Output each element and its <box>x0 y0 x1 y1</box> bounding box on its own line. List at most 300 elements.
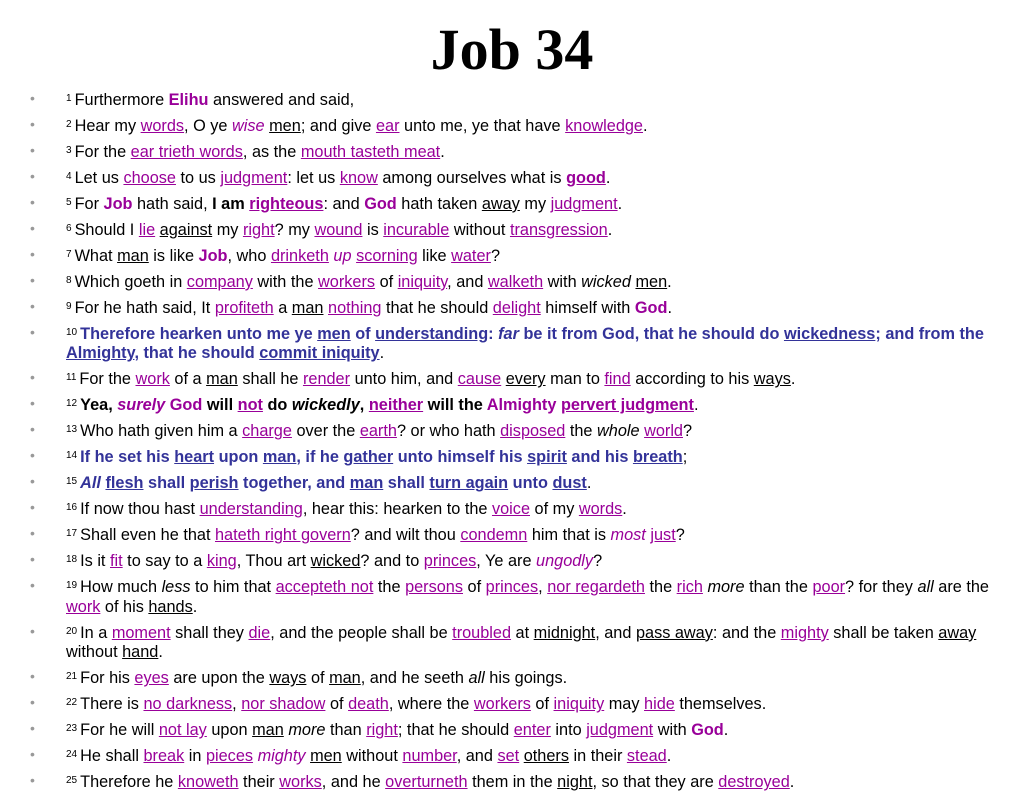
verse-text: Who hath given him a <box>80 422 243 441</box>
verse-text: may <box>604 695 645 714</box>
bullet-icon: • <box>30 772 35 789</box>
verse-word-link[interactable]: scorning <box>356 247 418 265</box>
verse-word-link[interactable]: incurable <box>383 221 450 239</box>
verse-text: Almighty <box>486 396 557 415</box>
verse-text: of my <box>530 500 579 519</box>
bullet-icon: • <box>30 116 35 132</box>
verse-text: ? or who hath <box>396 422 501 441</box>
verse-text: all <box>468 669 485 688</box>
verse-text: . <box>693 396 699 415</box>
verse-word-link[interactable]: men <box>269 117 301 135</box>
verse-word-link[interactable]: not lay <box>158 721 207 740</box>
verse-word-link[interactable]: iniquity <box>397 273 448 291</box>
verse-item <box>30 622 990 663</box>
verse-text: : and <box>323 195 365 213</box>
verse-number: 24 <box>66 749 78 761</box>
verse-text: the <box>373 578 406 597</box>
verse-item <box>30 550 990 571</box>
verse-word-link[interactable]: judgment <box>220 169 288 187</box>
verse-text: him that is <box>527 526 611 545</box>
verse-word-link[interactable]: wicked <box>310 552 361 571</box>
verse-word-link[interactable]: princes <box>423 552 477 571</box>
verse-text: the <box>565 422 597 441</box>
verse-text: ; and from the <box>875 325 984 343</box>
verse-text: the <box>644 578 677 597</box>
verse-word-link[interactable]: pervert judgment <box>560 396 694 415</box>
verse-word-link[interactable]: die <box>248 623 271 642</box>
slide-title: Job 34 <box>430 17 594 82</box>
verse-item <box>30 667 990 688</box>
verse-text: . <box>605 169 611 187</box>
verse-text: , if he <box>296 448 344 467</box>
verse-word-link[interactable]: delight <box>492 299 541 317</box>
verse-text: For the <box>74 143 131 161</box>
verse-number: 18 <box>66 554 78 566</box>
verse-item <box>30 524 990 545</box>
verse-word-link[interactable]: not <box>237 396 263 415</box>
verse-text: with <box>543 273 582 291</box>
verse-text: of a <box>169 370 207 389</box>
verse-text: , and he <box>321 773 386 792</box>
verse-number: 5 <box>66 197 72 208</box>
verse-text: unto him, and <box>350 370 458 389</box>
verse-word-link[interactable]: drinketh <box>270 247 329 265</box>
verse-text: shall they <box>170 623 249 642</box>
bullet-icon: • <box>30 499 35 516</box>
verse-text: Shall even he that <box>80 526 215 545</box>
verse-word-link[interactable]: destroyed <box>718 773 790 792</box>
verse-text: In a <box>80 623 112 642</box>
verse-text: of <box>350 325 376 343</box>
verse-text: do <box>262 396 292 415</box>
verse-text: ; <box>682 448 688 467</box>
verse-number: 13 <box>66 424 78 436</box>
verse-word-link[interactable]: away <box>481 195 520 213</box>
verse-text: Is it <box>80 552 110 571</box>
bullet-icon: • <box>30 421 35 438</box>
verse-text: to him that <box>190 578 276 597</box>
verse-text: . <box>440 143 445 161</box>
verse-item <box>30 745 990 766</box>
verse-text: will the <box>423 396 487 415</box>
verse-text: . <box>643 117 648 135</box>
verse-word-link[interactable]: princes <box>485 578 539 597</box>
verse-text: into <box>550 721 587 740</box>
verse-number: 16 <box>66 502 78 514</box>
verse-word-link[interactable]: pass away <box>635 623 713 642</box>
verse-word-link[interactable]: ear <box>375 117 400 135</box>
verse-item <box>30 245 990 266</box>
verse-text: ? and wilt thou <box>350 526 461 545</box>
verse-word-link[interactable]: night <box>557 773 593 792</box>
verse-word-link[interactable]: overturneth <box>385 773 468 792</box>
verse-word-link[interactable]: just <box>650 526 676 545</box>
verse-text: wickedly <box>291 396 360 415</box>
verse-text: Therefore hearken unto me ye <box>80 325 318 343</box>
verse-text: without <box>66 643 123 662</box>
verse-word-link[interactable]: knowledge <box>565 117 643 135</box>
verse-word-link[interactable]: nor regardeth <box>547 578 645 597</box>
verse-text: that he should <box>381 299 493 317</box>
verse-word-link[interactable]: charge <box>242 422 292 441</box>
verse-word-link[interactable]: right <box>242 221 275 239</box>
verse-text: Hear my <box>74 117 141 135</box>
verse-text: his goings. <box>484 669 568 688</box>
verse-text: Should I <box>74 221 139 239</box>
bullet-icon: • <box>30 369 35 386</box>
verse-text: , who <box>227 247 271 265</box>
verse-text: : and the <box>712 623 781 642</box>
verse-word-link[interactable]: neither <box>368 396 424 415</box>
verse-item <box>30 323 990 364</box>
bullet-icon: • <box>30 272 35 288</box>
verse-word-link[interactable]: gather <box>343 448 394 467</box>
verse-text: like <box>417 247 452 265</box>
verse-word-link[interactable]: heart <box>174 448 215 467</box>
verse-number: 19 <box>66 580 78 592</box>
verse-word-link[interactable]: ways <box>269 669 307 688</box>
verse-word-link[interactable]: every <box>505 370 546 389</box>
verse-text: Elihu <box>168 91 209 109</box>
bullet-icon: • <box>30 746 35 763</box>
verse-word-link[interactable]: works <box>279 773 322 792</box>
verse-word-link[interactable]: condemn <box>460 526 528 545</box>
verse-text: without <box>449 221 510 239</box>
verse-word-link[interactable]: fit <box>109 552 123 571</box>
verse-word-link[interactable]: words <box>140 117 185 135</box>
bullet-icon: • <box>30 473 35 490</box>
verse-word-link[interactable]: mighty <box>780 623 829 642</box>
verse-text: , hear this: hearken to the <box>302 500 492 519</box>
verse-text: Let us <box>74 169 124 187</box>
verse-text: How much <box>80 578 162 597</box>
verse-number: 8 <box>66 275 72 286</box>
verse-item <box>30 193 990 214</box>
verse-word-link[interactable]: man <box>117 247 149 265</box>
verse-text: them in the <box>467 773 558 792</box>
verse-word-link[interactable]: hand <box>122 643 159 662</box>
verse-text: in <box>184 747 206 766</box>
verse-number: 21 <box>66 671 78 683</box>
verse-text: . <box>789 773 795 792</box>
verse-word-link[interactable]: stead <box>626 747 667 766</box>
verse-word-link[interactable]: ways <box>753 370 791 389</box>
verse-text: unto me, ye that have <box>399 117 566 135</box>
verse-word-link[interactable]: understanding <box>375 325 489 343</box>
verse-word-link[interactable]: judgment <box>550 195 618 213</box>
verse-word-link[interactable]: pieces <box>205 747 254 766</box>
verse-text: . <box>158 643 163 662</box>
verse-word-link[interactable]: understanding <box>199 500 303 519</box>
verse-item <box>30 472 990 493</box>
bullet-icon: • <box>30 220 35 236</box>
verse-text: Job <box>198 247 228 265</box>
verse-item <box>30 446 990 467</box>
verse-text: , <box>538 578 548 597</box>
verse-number: 10 <box>66 327 78 338</box>
verse-number: 3 <box>66 145 72 156</box>
verse-text: together, and <box>238 474 350 493</box>
verse-text: answered and said, <box>208 91 355 109</box>
verse-number: 17 <box>66 528 78 540</box>
verse-item <box>30 394 990 415</box>
verse-word-link[interactable]: work <box>135 370 170 389</box>
verse-word-link[interactable]: judgment <box>586 721 654 740</box>
verse-word-link[interactable]: men <box>317 325 351 343</box>
verse-number: 23 <box>66 723 78 735</box>
verse-text: will <box>202 396 238 415</box>
verse-item <box>30 368 990 389</box>
verse-word-link[interactable]: breath <box>632 448 683 467</box>
verse-text: . <box>790 370 796 389</box>
verse-text: at <box>511 623 534 642</box>
verse-word-link[interactable]: walketh <box>487 273 544 291</box>
verse-word-link[interactable]: rich <box>676 578 703 597</box>
verse-text: shall be taken <box>828 623 939 642</box>
verse-text: upon <box>214 448 263 467</box>
verse-text: ? <box>593 552 603 571</box>
verse-word-link[interactable]: king <box>206 552 237 571</box>
verse-text: , that he should <box>134 344 260 363</box>
verse-word-link[interactable]: midnight <box>533 623 596 642</box>
verse-word-link[interactable]: men <box>310 747 342 766</box>
verse-word-link[interactable]: mouth tasteth meat <box>300 143 441 161</box>
verse-word-link[interactable]: choose <box>123 169 176 187</box>
verse-text: himself with <box>540 299 635 317</box>
verse-text: God <box>634 299 668 317</box>
verse-item <box>30 89 990 110</box>
bullet-icon: • <box>30 168 35 184</box>
verse-item <box>30 719 990 740</box>
verse-word-link[interactable]: man <box>262 448 297 467</box>
verse-word-link[interactable]: enter <box>513 721 551 740</box>
verse-word-link[interactable]: break <box>143 747 185 766</box>
bullet-icon: • <box>30 395 35 412</box>
verse-text: more <box>707 578 745 597</box>
verse-text: of <box>463 578 486 597</box>
verse-text: upon <box>206 721 253 740</box>
verse-text: shall <box>143 474 190 493</box>
verse-word-link[interactable]: perish <box>189 474 239 493</box>
verse-text: , Thou art <box>236 552 311 571</box>
verse-text: of <box>530 695 554 714</box>
verse-item <box>30 271 990 292</box>
verse-word-link[interactable]: voice <box>491 500 530 519</box>
verse-text: and his <box>566 448 633 467</box>
verse-word-link[interactable]: nothing <box>328 299 382 317</box>
verse-text: If he set his <box>80 448 175 467</box>
verse-text: , and <box>595 623 636 642</box>
verse-text: of <box>325 695 349 714</box>
verse-number: 14 <box>66 450 78 462</box>
verse-number: 4 <box>66 171 72 182</box>
verse-number: 1 <box>66 93 72 104</box>
verse-word-link[interactable]: death <box>348 695 389 714</box>
verse-word-link[interactable]: man <box>291 299 324 317</box>
verse-word-link[interactable]: man <box>349 474 384 493</box>
verse-text: wise <box>232 117 265 135</box>
verse-word-link[interactable]: hide <box>644 695 675 714</box>
verse-text: , O ye <box>184 117 233 135</box>
verse-word-link[interactable]: spirit <box>527 448 567 467</box>
verse-word-link[interactable]: workers <box>318 273 376 291</box>
verse-text: , where the <box>388 695 474 714</box>
verse-text: , <box>232 695 242 714</box>
verse-text: of his <box>100 597 149 616</box>
verse-word-link[interactable]: poor <box>812 578 846 597</box>
bullet-icon: • <box>30 551 35 568</box>
verse-text: shall <box>383 474 430 493</box>
bullet-icon: • <box>30 694 35 711</box>
verse-word-link[interactable]: earth <box>359 422 397 441</box>
verse-word-link[interactable]: profiteth <box>214 299 274 317</box>
verse-text: For he hath said, It <box>74 299 215 317</box>
verse-text: most <box>610 526 646 545</box>
verse-item <box>30 141 990 162</box>
verse-text: shall he <box>237 370 303 389</box>
verse-word-link[interactable]: away <box>938 623 977 642</box>
bullet-icon: • <box>30 90 35 106</box>
verse-word-link[interactable]: against <box>159 221 213 239</box>
verse-word-link[interactable]: nor shadow <box>241 695 326 714</box>
verse-word-link[interactable]: know <box>339 169 378 187</box>
verse-word-link[interactable]: render <box>302 370 351 389</box>
verse-text: Furthermore <box>74 91 169 109</box>
verse-word-link[interactable]: transgression <box>509 221 608 239</box>
verse-text: , as the <box>242 143 301 161</box>
verse-word-link[interactable]: workers <box>473 695 531 714</box>
verse-word-link[interactable]: work <box>66 597 101 616</box>
verse-text: their <box>238 773 280 792</box>
verse-text: Which goeth in <box>74 273 187 291</box>
verse-text: my <box>519 195 551 213</box>
verse-number: 15 <box>66 476 78 488</box>
verse-word-link[interactable]: commit iniquity <box>259 344 380 363</box>
verse-word-link[interactable]: world <box>644 422 683 441</box>
verse-word-link[interactable]: others <box>523 747 569 766</box>
verse-word-link[interactable]: no darkness <box>143 695 233 714</box>
verse-word-link[interactable]: words <box>578 500 623 519</box>
verse-word-link[interactable]: number <box>402 747 457 766</box>
verse-word-link[interactable]: lie <box>138 221 156 239</box>
verse-word-link[interactable]: man <box>329 669 361 688</box>
verse-word-link[interactable]: troubled <box>452 623 512 642</box>
verse-text: ? my <box>274 221 315 239</box>
verse-number: 12 <box>66 398 78 410</box>
verse-word-link[interactable]: dust <box>552 474 587 493</box>
verse-word-link[interactable]: hateth right govern <box>215 526 351 545</box>
bullet-icon: • <box>30 525 35 542</box>
verse-word-link[interactable]: water <box>451 247 491 265</box>
verse-word-link[interactable]: accepteth not <box>275 578 374 597</box>
bullet-icon: • <box>30 622 35 639</box>
verse-text: without <box>341 747 403 766</box>
verse-text: If now thou hast <box>80 500 200 519</box>
verse-text: man to <box>545 370 605 389</box>
verse-text: ungodly <box>536 552 594 571</box>
verse-text: are upon the <box>168 669 270 688</box>
verse-text: to say to a <box>122 552 207 571</box>
verse-item <box>30 167 990 188</box>
verse-text: , so that they are <box>592 773 719 792</box>
verse-word-link[interactable]: hands <box>148 597 193 616</box>
bullet-icon: • <box>30 668 35 685</box>
verse-word-link[interactable]: find <box>604 370 631 389</box>
verse-text: among ourselves what is <box>377 169 567 187</box>
verse-text: . <box>379 344 385 363</box>
verse-text: Yea, <box>80 396 118 415</box>
verse-text: ; that he should <box>397 721 514 740</box>
verse-text: God <box>364 195 397 213</box>
verse-word-link[interactable]: moment <box>111 623 171 642</box>
verse-word-link[interactable]: righteous <box>249 195 324 213</box>
verse-text: ? for they <box>845 578 918 597</box>
verse-text: whole <box>597 422 640 441</box>
verse-text: . <box>667 273 672 291</box>
verse-word-link[interactable]: flesh <box>105 474 144 493</box>
verse-word-link[interactable]: disposed <box>500 422 566 441</box>
verse-text: ? <box>675 526 685 545</box>
verse-text: according to his <box>630 370 754 389</box>
verse-text: . <box>586 474 592 493</box>
verse-text: , <box>359 396 369 415</box>
verse-text: than the <box>744 578 813 597</box>
verse-word-link[interactable]: right <box>366 721 398 740</box>
verse-word-link[interactable]: ear trieth words <box>130 143 243 161</box>
verse-word-link[interactable]: persons <box>405 578 463 597</box>
verse-text: , and he seeth <box>360 669 469 688</box>
verse-item <box>30 219 990 240</box>
verse-word-link[interactable]: good <box>566 169 606 187</box>
verse-word-link[interactable]: man <box>206 370 238 389</box>
verse-word-link[interactable]: cause <box>457 370 502 389</box>
verse-text: . <box>192 597 198 616</box>
verse-number: 7 <box>66 249 72 260</box>
verse-text: in their <box>568 747 627 766</box>
verse-text: Job <box>103 195 133 213</box>
bullet-icon: • <box>30 447 35 464</box>
verse-word-link[interactable]: Almighty <box>66 344 135 363</box>
bullet-icon: • <box>30 324 35 340</box>
verse-word-link[interactable]: iniquity <box>553 695 605 714</box>
verse-text: of <box>306 669 330 688</box>
verse-text: : let us <box>287 169 340 187</box>
verse-text: hath said, <box>132 195 213 213</box>
verse-word-link[interactable]: set <box>497 747 520 766</box>
verse-word-link[interactable]: knoweth <box>177 773 239 792</box>
verse-text: wicked <box>581 273 631 291</box>
verse-word-link[interactable]: company <box>186 273 253 291</box>
verse-word-link[interactable]: eyes <box>134 669 169 688</box>
verse-text: , Ye are <box>476 552 537 571</box>
verse-word-link[interactable]: man <box>252 721 284 740</box>
bullet-icon: • <box>30 194 35 210</box>
verse-word-link[interactable]: men <box>635 273 668 291</box>
verse-text: For <box>74 195 104 213</box>
verse-text: . <box>666 747 672 766</box>
verse-text: God <box>169 396 203 415</box>
bullet-icon: • <box>30 142 35 158</box>
verse-word-link[interactable]: wickedness <box>783 325 876 343</box>
verse-text: . <box>607 221 613 239</box>
verse-word-link[interactable]: turn again <box>429 474 509 493</box>
verse-text: is <box>362 221 384 239</box>
verse-text: surely <box>117 396 166 415</box>
verse-text: unto <box>508 474 553 493</box>
verse-text: is like <box>148 247 199 265</box>
verse-word-link[interactable]: wound <box>314 221 363 239</box>
verse-text: : <box>488 325 499 343</box>
